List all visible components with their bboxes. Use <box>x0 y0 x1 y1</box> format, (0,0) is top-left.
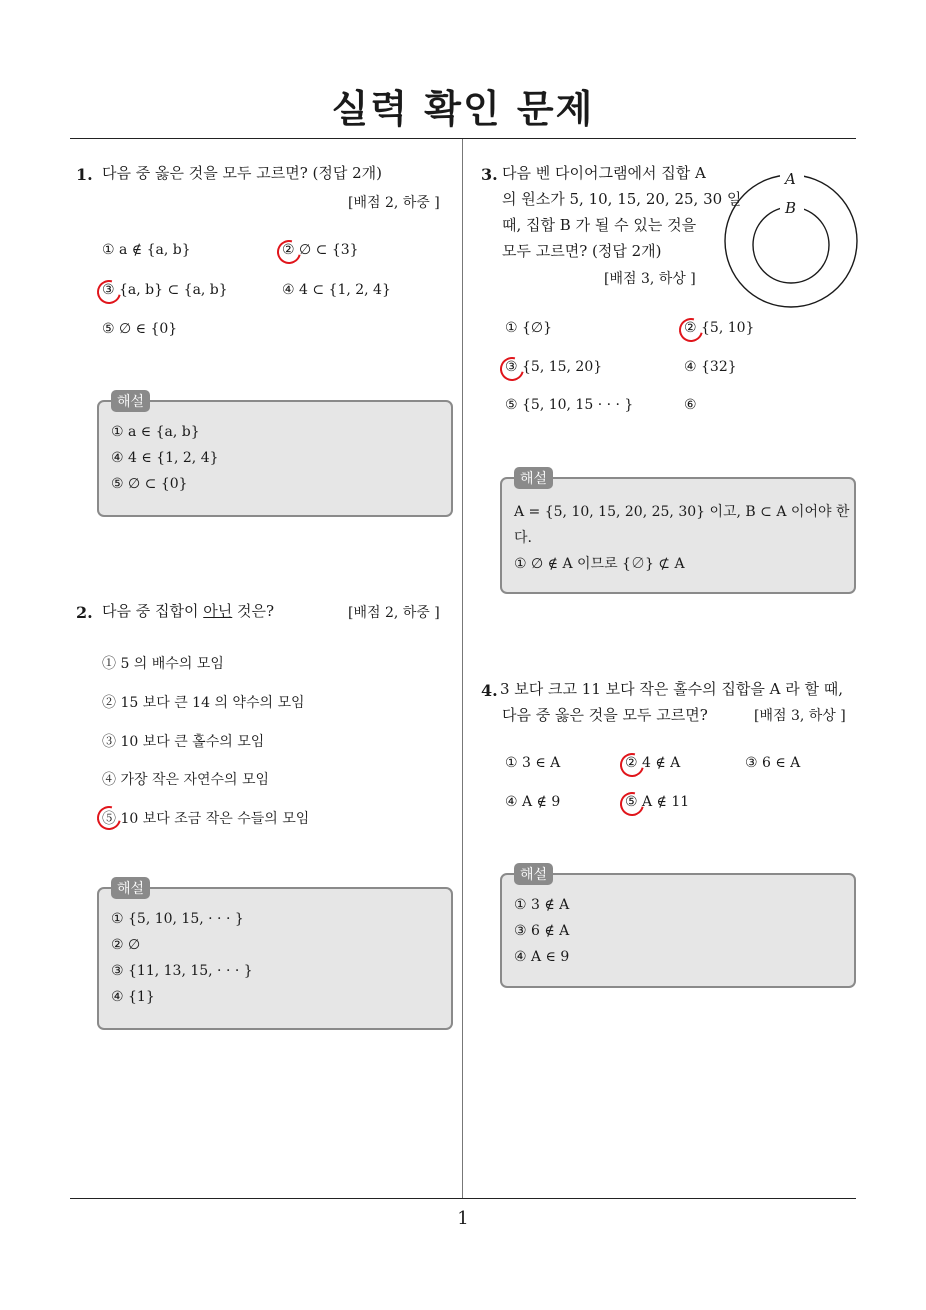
option-4[interactable]: ④ A ∉ 9 <box>505 794 561 810</box>
option-6[interactable]: ⑥ <box>684 397 697 413</box>
page-title: 실력 확인 문제 <box>331 87 595 131</box>
venn-inner-circle <box>753 207 829 283</box>
explanation-box <box>97 881 453 1030</box>
explanation-line: ④ 4 ∈ {1, 2, 4} <box>111 450 219 466</box>
explanation-line: ② ∅ <box>111 937 141 953</box>
option-4[interactable]: ④ 4 ⊂ {1, 2, 4} <box>282 282 391 298</box>
venn-label-b: B <box>785 199 797 217</box>
question-number: 1. <box>76 165 93 184</box>
answer-mark-icon <box>93 276 126 309</box>
option-3[interactable]: ③ 6 ∈ A <box>745 755 801 771</box>
question-text: 다음 중 옳은 것을 모두 고르면? (정답 2개) <box>102 164 383 182</box>
venn-label-a: A <box>785 170 796 188</box>
answer-mark-icon <box>675 314 708 347</box>
explanation-line: ③ 6 ∉ A <box>514 923 570 939</box>
question-number: 3. <box>481 165 498 184</box>
option-3[interactable]: ③ 10 보다 큰 홀수의 모임 <box>102 734 265 750</box>
explanation-line: ④ A ∈ 9 <box>514 949 570 965</box>
venn-outer-circle <box>725 175 857 307</box>
explanation-line: ⑤ ∅ ⊂ {0} <box>111 476 188 492</box>
answer-mark-icon <box>273 236 306 269</box>
question-meta: [배점 2, 하중 ] <box>348 605 440 621</box>
option-4[interactable]: ④ {32} <box>684 359 737 375</box>
question-number: 4. <box>481 681 498 700</box>
explanation-label: 해설 <box>111 877 150 899</box>
question-text-line: 모두 고르면? (정답 2개) <box>502 242 662 260</box>
question-text-line: 다음 중 옳은 것을 모두 고르면? <box>502 706 708 724</box>
question-text-line: 다음 벤 다이어그램에서 집합 A <box>502 164 706 182</box>
option-5[interactable]: ⑤ ∅ ∈ {0} <box>102 321 178 337</box>
option-1[interactable]: ① {∅} <box>505 320 553 336</box>
question-text <box>102 598 274 624</box>
question-text-line: 때, 집합 B 가 될 수 있는 것을 <box>502 216 697 234</box>
option-5[interactable]: ⑤ A ∉ 11 <box>625 794 690 810</box>
option-2[interactable]: ② 4 ∉ A <box>625 755 681 771</box>
question-text-line: 의 원소가 5, 10, 15, 20, 25, 30 일 <box>502 190 742 208</box>
question-text-part: 것은? <box>232 602 275 620</box>
explanation-line: ④ {1} <box>111 989 155 1005</box>
answer-mark-icon <box>496 353 529 386</box>
answer-mark-icon <box>93 802 126 835</box>
option-5[interactable]: ⑤ {5, 10, 15 · · · } <box>505 397 634 413</box>
explanation-line: ③ {11, 13, 15, · · · } <box>111 963 253 979</box>
explanation-label: 해설 <box>514 467 553 489</box>
explanation-line: A = {5, 10, 15, 20, 25, 30} 이고, B ⊂ A 이어야 한 <box>514 504 850 520</box>
answer-mark-icon <box>616 749 649 782</box>
explanation-box <box>500 867 856 988</box>
answer-mark-icon <box>616 788 649 821</box>
explanation-box <box>97 394 453 517</box>
question-text-line: 3 보다 크고 11 보다 작은 홀수의 집합을 A 라 할 때, <box>500 680 844 698</box>
bottom-rule <box>70 1198 856 1199</box>
explanation-line: ① {5, 10, 15, · · · } <box>111 911 244 927</box>
option-1[interactable]: ① a ∉ {a, b} <box>102 242 191 258</box>
top-rule <box>70 138 856 139</box>
question-text-emphasis: 아닌 <box>203 602 233 620</box>
option-1[interactable]: ① 3 ∈ A <box>505 755 561 771</box>
question-text-part: 다음 중 집합이 <box>102 602 204 620</box>
option-2[interactable]: ② ∅ ⊂ {3} <box>282 242 359 258</box>
option-4[interactable]: ④ 가장 작은 자연수의 모임 <box>102 772 270 788</box>
venn-diagram <box>718 168 864 314</box>
question-meta: [배점 3, 하상 ] <box>754 708 846 724</box>
option-5[interactable]: ⑤ 10 보다 조금 작은 수들의 모임 <box>102 811 310 827</box>
explanation-line: ① a ∈ {a, b} <box>111 424 200 440</box>
column-divider <box>462 139 463 1198</box>
page-number: 1 <box>457 1208 469 1229</box>
explanation-box <box>500 471 856 594</box>
question-number: 2. <box>76 603 93 622</box>
option-1[interactable]: ① 5 의 배수의 모임 <box>102 656 224 672</box>
option-3[interactable]: ③ {a, b} ⊂ {a, b} <box>102 282 228 298</box>
explanation-line: 다. <box>514 530 532 546</box>
explanation-label: 해설 <box>111 390 150 412</box>
question-meta: [배점 2, 하중 ] <box>348 195 440 211</box>
explanation-label: 해설 <box>514 863 553 885</box>
explanation-line: ① 3 ∉ A <box>514 897 570 913</box>
option-3[interactable]: ③ {5, 15, 20} <box>505 359 603 375</box>
option-2[interactable]: ② {5, 10} <box>684 320 755 336</box>
explanation-line: ① ∅ ∉ A 이므로 {∅} ⊄ A <box>514 556 685 572</box>
question-meta: [배점 3, 하상 ] <box>604 271 696 287</box>
option-2[interactable]: ② 15 보다 큰 14 의 약수의 모임 <box>102 695 305 711</box>
